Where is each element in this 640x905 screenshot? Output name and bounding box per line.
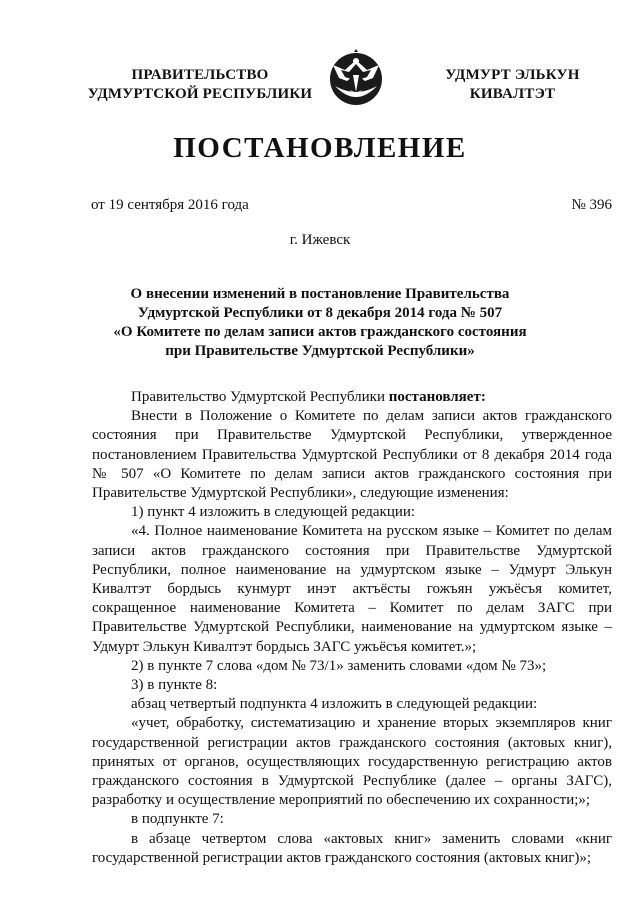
subject-line-2: Удмуртской Республики от 8 декабря 2014 года № 507 <box>137 305 503 321</box>
document-date: от 19 сентября 2016 года <box>91 197 249 213</box>
issuer-header-udmurt <box>425 66 600 104</box>
coat-of-arms-emblem <box>327 48 385 112</box>
body-paragraph-2: 1) пункт 4 изложить в следующей редакции: <box>131 504 416 521</box>
body-paragraph-5: 3) в пункте 8: <box>131 677 218 694</box>
issuer-line-1: ПРАВИТЕЛЬСТВО <box>131 67 269 83</box>
subject-line-1: О внесении изменений в постановление Правительства <box>130 286 510 302</box>
body-paragraph-3: «4. Полное наименование Комитета на русском языке – Комитет по делам записи актов гражданского состояния при Правительстве Удмуртской Республики, полное наименование на удмуртском языке – Удмурт Элькун Кивалтэт бордысь кунмурт инэт актъёсты гожъян ужъёсъя комитет, сокращенное наименование Комитета – Комитет по делам ЗАГС при Правительстве Удмуртской Республики, наименование на удмуртском языке – Удмурт Элькун Кивалтэт бордысь ЗАГС ужъёсъя комитет.»; <box>92 523 612 655</box>
document-city: г. Ижевск <box>289 232 351 248</box>
body-paragraph-7: «учет, обработку, систематизацию и хранение вторых экземпляров книг государственной регистрации актов гражданского состояния (актовых книг), принятых от органов, осуществляющих государственную регистрацию актов гражданского состояния в Удмуртской Республике (далее – органы ЗАГС), разработку и осуществление мероприятий по обеспечению их сохранности;»; <box>92 715 612 809</box>
subject-line-4: при Правительстве Удмуртской Республики» <box>165 343 475 359</box>
document-body <box>92 388 612 868</box>
body-paragraph-9: в абзаце четвертом слова «актовых книг» заменить словами «книг государственной регистрации актов гражданского состояния (актовых книг)»; <box>92 830 612 866</box>
lead-text: Правительство Удмуртской Республики <box>131 389 389 405</box>
issuer-udmurt-line-2: КИВАЛТЭТ <box>469 86 556 102</box>
issuer-udmurt-line-1: УДМУРТ ЭЛЬКУН <box>445 67 580 83</box>
body-paragraph-1: Внести в Положение о Комитете по делам записи актов гражданского состояния при Правительстве Удмуртской Республики, утвержденное постановлением Правительства Удмуртской Республики от 8 декабря 2014 года № 507 «О Комитете по делам записи актов гражданского состояния при Правительстве Удмуртской Республики», следующие изменения: <box>92 408 612 502</box>
document-number: № 396 <box>571 197 612 213</box>
body-lead-paragraph <box>92 388 612 407</box>
lead-verb: постановляет: <box>388 389 486 405</box>
body-paragraph-8: в подпункте 7: <box>131 811 224 828</box>
document-subject <box>80 285 560 361</box>
document-title: ПОСТАНОВЛЕНИЕ <box>173 132 467 164</box>
body-paragraph-6: абзац четвертый подпункта 4 изложить в следующей редакции: <box>131 696 538 713</box>
subject-line-3: «О Комитете по делам записи актов гражданского состояния <box>113 324 527 340</box>
issuer-header-russian <box>80 66 320 104</box>
issuer-line-2: УДМУРТСКОЙ РЕСПУБЛИКИ <box>87 86 313 102</box>
body-paragraph-4: 2) в пункте 7 слова «дом № 73/1» заменить словами «дом № 73»; <box>131 657 547 674</box>
